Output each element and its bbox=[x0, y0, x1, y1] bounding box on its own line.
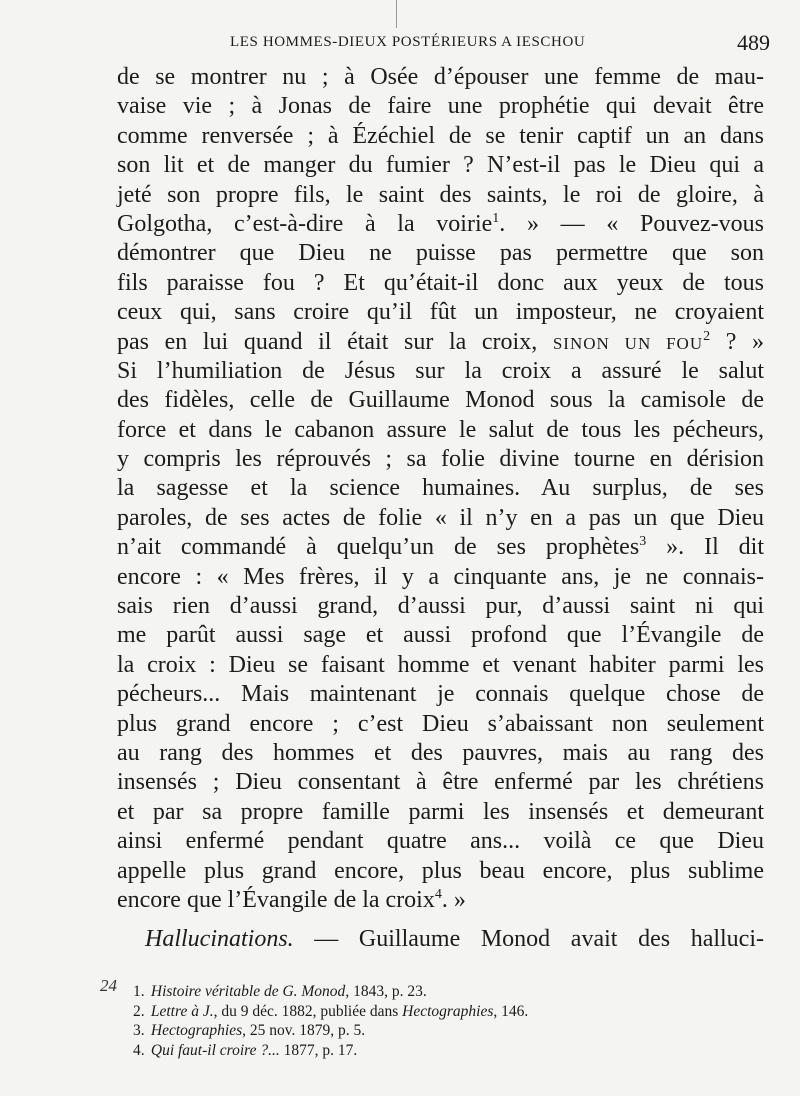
text-line: la croix : Dieu se faisant homme et venant habiter parmi les bbox=[117, 651, 764, 678]
footnote bbox=[133, 1041, 733, 1061]
text-line: comme renversée ; à Ézéchiel de se tenir captif un an dans bbox=[117, 122, 764, 149]
footnote-title: Histoire véritable de G. Monod bbox=[150, 983, 346, 1000]
text-line: ainsi enfermé pendant quatre ans... voilà ce que Dieu bbox=[117, 828, 764, 855]
text-segment: ? » bbox=[725, 328, 765, 355]
footnote-ref: 2 bbox=[703, 328, 711, 344]
text-line: démontrer que Dieu ne puisse pas permettre que son bbox=[117, 240, 764, 267]
footnote-text: , 1843, p. 23. bbox=[345, 983, 427, 1000]
running-head: LES HOMMES-DIEUX POSTÉRIEURS A IESCHOU bbox=[230, 34, 586, 50]
body-text bbox=[117, 63, 764, 955]
text-segment: . » bbox=[441, 886, 466, 913]
page-number: 489 bbox=[737, 30, 770, 55]
footnote-ref: 1 bbox=[492, 210, 500, 226]
text-line: sais rien d’aussi grand, d’aussi pur, d’aussi saint ni qui bbox=[117, 593, 764, 620]
handwritten-margin-note: 24 bbox=[100, 976, 117, 995]
text-line bbox=[117, 328, 764, 357]
text-line bbox=[117, 210, 764, 239]
footnote-title: Hectographies bbox=[402, 1002, 494, 1020]
text-line: Si l’humiliation de Jésus sur la croix a assuré le salut bbox=[117, 357, 764, 384]
footnote-number: 2. bbox=[133, 1002, 145, 1020]
text-segment: ». Il dit bbox=[666, 534, 765, 561]
footnote-title: Lettre à J. bbox=[150, 1002, 214, 1020]
footnote bbox=[133, 1021, 733, 1041]
footnote-title: Hectographies bbox=[150, 1022, 243, 1039]
text-line: fils paraisse fou ? Et qu’était-il donc aux yeux de tous bbox=[117, 269, 764, 296]
small-caps-text: SINON UN FOU bbox=[552, 333, 704, 353]
gutter-mark bbox=[396, 0, 397, 28]
page-header bbox=[230, 30, 770, 60]
section-heading: Hallucinations. bbox=[145, 926, 294, 953]
footnote-title: Qui faut-il croire ?... bbox=[150, 1041, 280, 1059]
text-line: au rang des hommes et des pauvres, mais au rang des bbox=[117, 739, 764, 766]
text-line: vaise vie ; à Jonas de faire une prophétie qui devait être bbox=[117, 93, 764, 120]
footnotes bbox=[133, 982, 733, 1060]
footnote-ref: 4 bbox=[434, 886, 442, 902]
text-line: pécheurs... Mais maintenant je connais quelque chose de bbox=[117, 681, 764, 708]
footnote-text: , du 9 déc. 1882, publiée dans bbox=[213, 1002, 403, 1020]
text-line bbox=[117, 533, 764, 562]
text-segment: encore que l’Évangile de la croix bbox=[117, 886, 435, 913]
text-line: et par sa propre famille parmi les insensés et demeurant bbox=[117, 798, 764, 825]
text-line: me parût aussi sage et aussi profond que l’Évangile de bbox=[117, 622, 764, 649]
text-segment: Golgotha, c’est-à-dire à la voirie bbox=[117, 210, 493, 237]
text-line: encore : « Mes frères, il y a cinquante ans, je ne connais- bbox=[117, 563, 764, 590]
text-line bbox=[117, 886, 764, 915]
footnote-text: , 25 nov. 1879, p. 5. bbox=[242, 1022, 366, 1039]
section-start-line bbox=[117, 925, 764, 954]
footnote bbox=[133, 1002, 733, 1022]
text-line: jeté son propre fils, le saint des saints, le roi de gloire, à bbox=[117, 181, 764, 208]
footnote bbox=[133, 982, 733, 1002]
footnote-ref: 3 bbox=[639, 534, 647, 550]
footnote-number: 4. bbox=[133, 1041, 145, 1059]
text-line: y compris les réprouvés ; sa folie divine tourne en dérision bbox=[117, 446, 764, 473]
footnote-number: 3. bbox=[133, 1022, 145, 1039]
text-line: appelle plus grand encore, plus beau encore, plus sublime bbox=[117, 857, 764, 884]
footnote-text: 1877, p. 17. bbox=[279, 1041, 358, 1059]
text-line: de se montrer nu ; à Osée d’épouser une femme de mau- bbox=[117, 64, 764, 90]
text-line: des fidèles, celle de Guillaume Monod sous la camisole de bbox=[117, 387, 764, 414]
footnote-number: 1. bbox=[133, 983, 145, 1000]
text-line: plus grand encore ; c’est Dieu s’abaissant non seulement bbox=[117, 710, 764, 737]
text-segment: — Guillaume Monod avait des halluci- bbox=[293, 926, 764, 953]
text-line: insensés ; Dieu consentant à être enfermé par les chrétiens bbox=[117, 769, 764, 796]
footnote-text: , 146. bbox=[493, 1002, 529, 1020]
text-segment: pas en lui quand il était sur la croix, bbox=[117, 328, 538, 355]
text-line: paroles, de ses actes de folie « il n’y en a pas un que Dieu bbox=[117, 504, 764, 531]
text-segment: . » — « Pouvez-vous bbox=[499, 210, 765, 237]
text-line: son lit et de manger du fumier ? N’est-il pas le Dieu qui a bbox=[117, 152, 764, 179]
text-line: force et dans le cabanon assure le salut de tous les pécheurs, bbox=[117, 416, 764, 443]
text-line: la sagesse et la science humaines. Au surplus, de ses bbox=[117, 475, 764, 502]
text-line: ceux qui, sans croire qu’il fût un imposteur, ne croyaient bbox=[117, 299, 764, 326]
text-segment: n’ait commandé à quelqu’un de ses prophètes bbox=[117, 534, 640, 561]
